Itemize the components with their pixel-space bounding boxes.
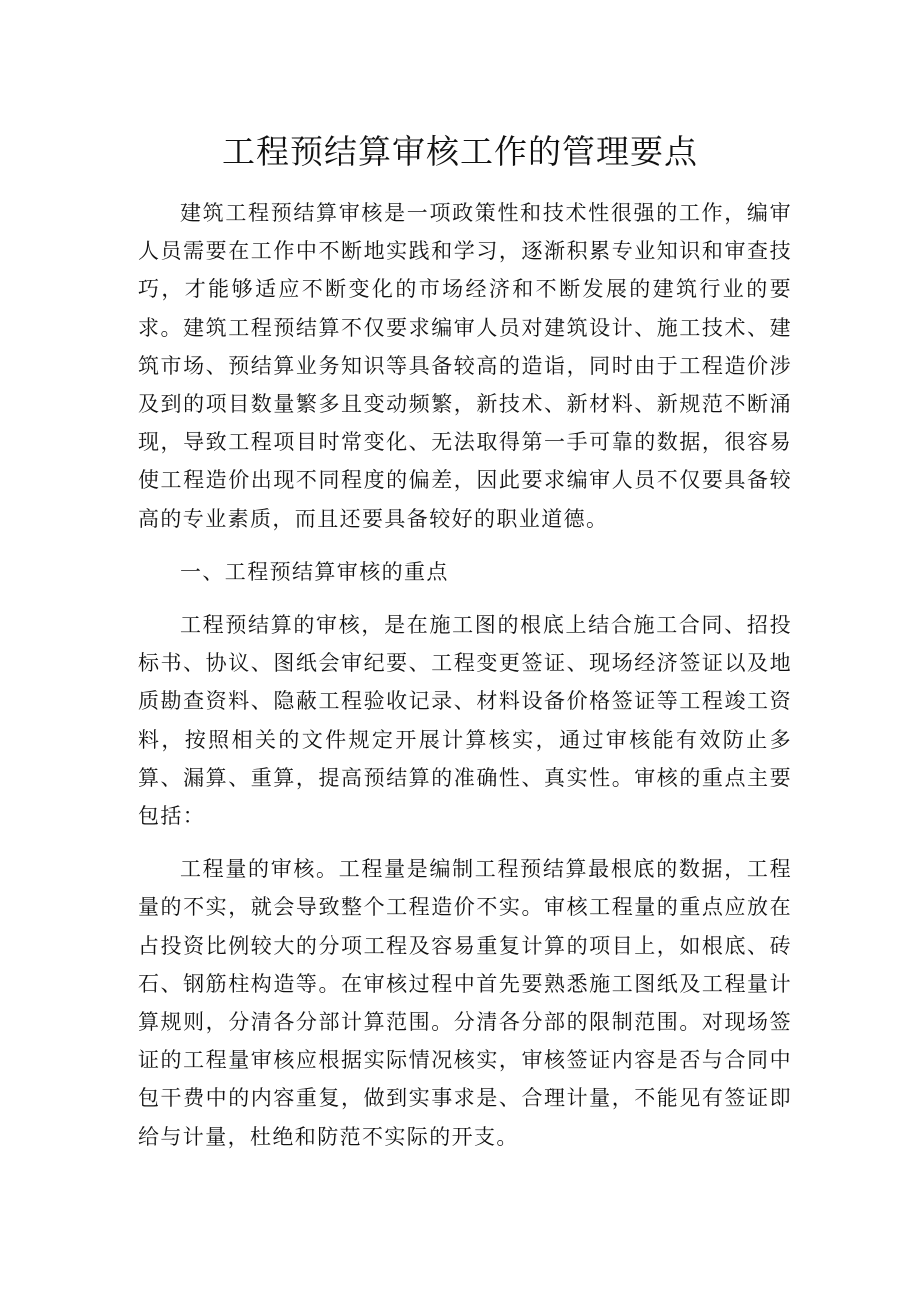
document-body bbox=[138, 194, 792, 1171]
intro-paragraph: 建筑工程预结算审核是一项政策性和技术性很强的工作，编审人员需要在工作中不断地实践和学习，逐渐积累专业知识和审查技巧，才能够适应不断变化的市场经济和不断发展的建筑行业的要求。建筑工程预结算不仅要求编审人员对建筑设计、施工技术、建筑市场、预结算业务知识等具备较高的造诣，同时由于工程造价涉及到的项目数量繁多且变动频繁，新技术、新材料、新规范不断涌现，导致工程项目时常变化、无法取得第一手可靠的数据，很容易使工程造价出现不同程度的偏差，因此要求编审人员不仅要具备较高的专业素质，而且还要具备较好的职业道德。 bbox=[138, 201, 792, 531]
review-scope-paragraph: 工程预结算的审核，是在施工图的根底上结合施工合同、招投标书、协议、图纸会审纪要、工程变更签证、现场经济签证以及地质勘查资料、隐蔽工程验收记录、材料设备价格签证等工程竣工资料，按照相关的文件规定开展计算核实，通过审核能有效防止多算、漏算、重算，提高预结算的准确性、真实性。审核的重点主要包括： bbox=[138, 613, 792, 829]
section-heading: 一、工程预结算审核的重点 bbox=[180, 559, 449, 584]
quantity-review-paragraph: 工程量的审核。工程量是编制工程预结算最根底的数据，工程量的不实，就会导致整个工程造价不实。审核工程量的重点应放在占投资比例较大的分项工程及容易重复计算的项目上，如根底、砖石、钢筋柱构造等。在审核过程中首先要熟悉施工图纸及工程量计算规则，分清各分部计算范围。分清各分部的限制范围。对现场签证的工程量审核应根据实际情况核实，审核签证内容是否与合同中包干费中的内容重复，做到实事求是、合理计量，不能见有签证即给与计量，杜绝和防范不实际的开支。 bbox=[138, 857, 792, 1149]
page-title: 工程预结算审核工作的管理要点 bbox=[222, 132, 698, 171]
